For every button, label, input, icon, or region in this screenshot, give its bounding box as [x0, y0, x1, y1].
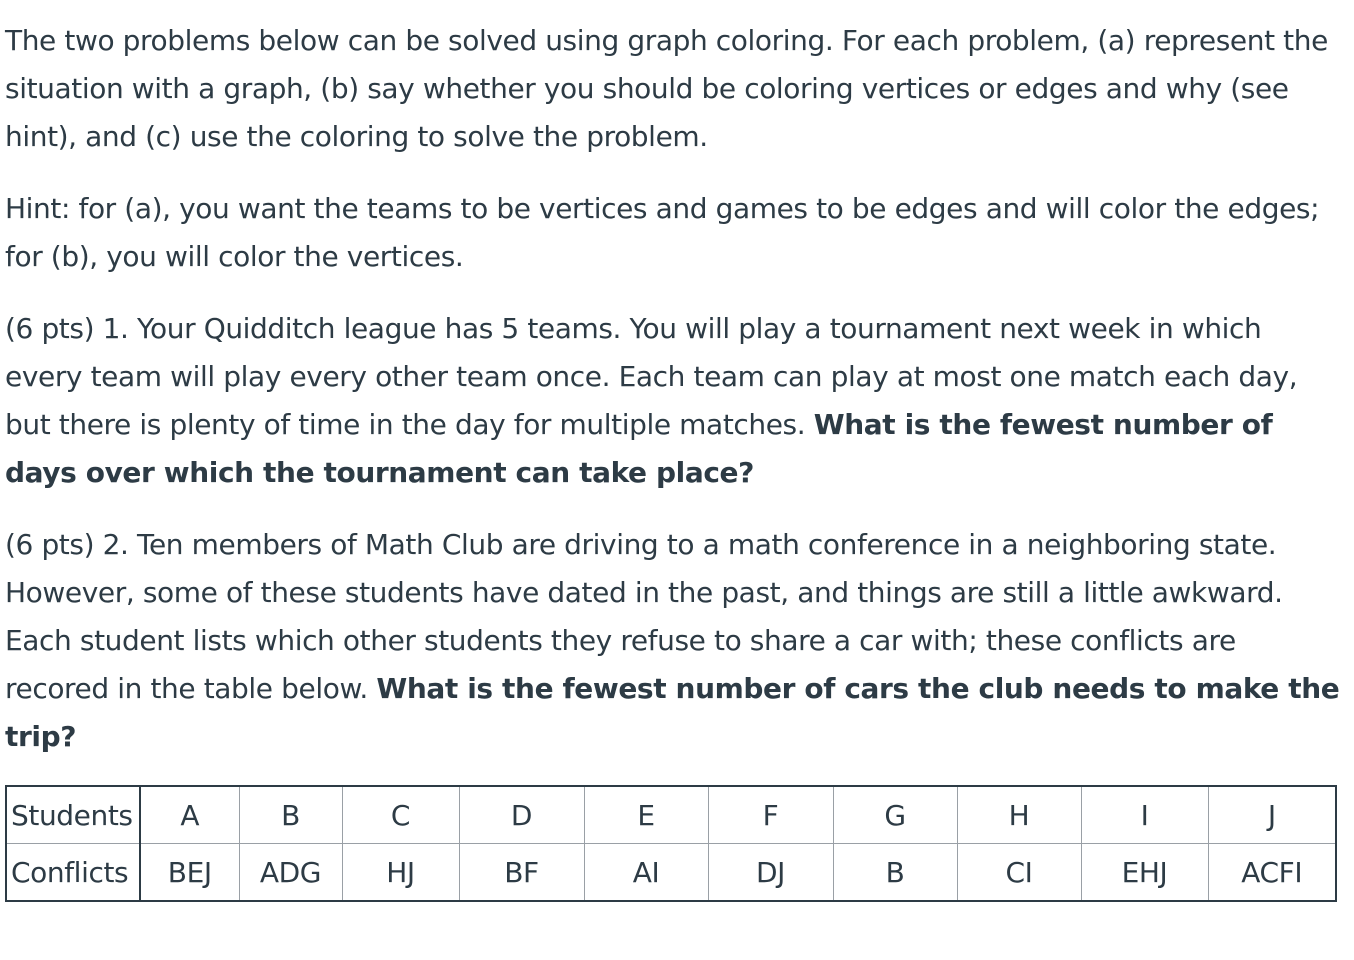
intro-text: The two problems below can be solved using graph coloring. For each problem, (a) represent the situation with a graph, (b) say whether you should be coloring vertices or edges and why (see hint), and (c) use the coloring to solve the problem. [5, 24, 1328, 153]
conflicts-row [6, 844, 1336, 902]
student-cell: H [957, 786, 1081, 844]
conflict-cell: B [833, 844, 957, 902]
conflict-cell: ADG [239, 844, 342, 902]
conflict-cell: BF [459, 844, 584, 902]
conflict-cell: BEJ [140, 844, 239, 902]
problem-2-text: (6 pts) 2. Ten members of Math Club are driving to a math conference in a neighboring state. However, some of these students have dated in the past, and things are still a little awkward. Each student lists which other students they refuse to share a car with; these conflicts are recored in the table below. [5, 528, 1283, 705]
intro-paragraph [5, 17, 1345, 161]
students-row [6, 786, 1336, 844]
problem-1-paragraph [5, 305, 1345, 497]
conflict-cell: HJ [342, 844, 459, 902]
problem-1-text: (6 pts) 1. Your Quidditch league has 5 teams. You will play a tournament next week in which every team will play every other team once. Each team can play at most one match each day, but there is plenty of time in the day for multiple matches. [5, 312, 1298, 441]
student-cell: J [1208, 786, 1336, 844]
conflicts-table [5, 785, 1337, 902]
conflict-cell: EHJ [1081, 844, 1208, 902]
hint-text: Hint: for (a), you want the teams to be vertices and games to be edges and will color the edges; for (b), you will color the vertices. [5, 192, 1320, 273]
student-cell: D [459, 786, 584, 844]
problem-2-question: What is the fewest number of cars the club needs to make the trip? [5, 672, 1340, 753]
conflict-cell: ACFI [1208, 844, 1336, 902]
student-cell: G [833, 786, 957, 844]
problem-2-paragraph [5, 521, 1345, 761]
student-cell: A [140, 786, 239, 844]
problem-1-question: What is the fewest number of days over which the tournament can take place? [5, 408, 1273, 489]
students-row-header: Students [6, 786, 140, 844]
conflict-cell: DJ [708, 844, 833, 902]
student-cell: C [342, 786, 459, 844]
conflict-cell: CI [957, 844, 1081, 902]
hint-paragraph [5, 185, 1345, 281]
student-cell: B [239, 786, 342, 844]
conflict-cell: AI [584, 844, 708, 902]
student-cell: E [584, 786, 708, 844]
student-cell: F [708, 786, 833, 844]
student-cell: I [1081, 786, 1208, 844]
conflicts-row-header: Conflicts [6, 844, 140, 902]
